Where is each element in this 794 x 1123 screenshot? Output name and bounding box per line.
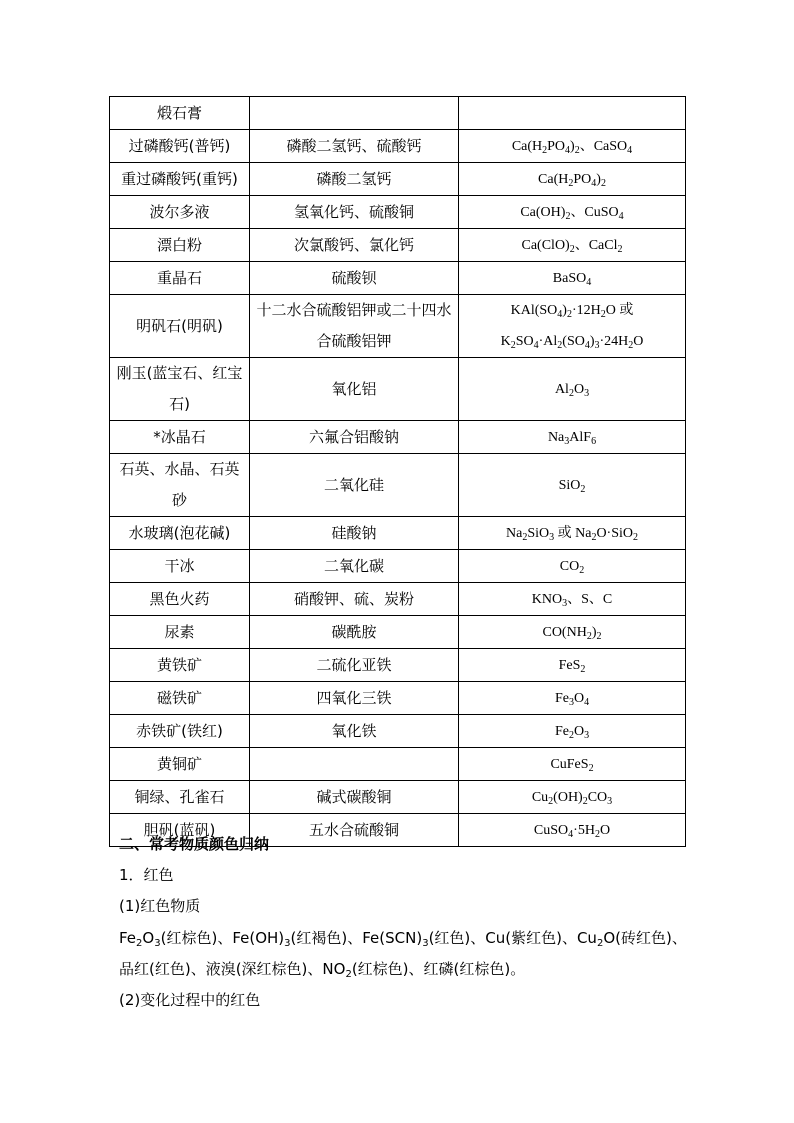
substance-name: 石英、水晶、石英砂 xyxy=(110,454,250,517)
substance-table xyxy=(109,96,686,847)
substance-component: 磷酸二氢钙、硫酸钙 xyxy=(250,130,459,163)
subsection-item: (1)红色物质 xyxy=(119,897,201,915)
substance-formula: BaSO$_4$ xyxy=(459,262,686,295)
table-row xyxy=(110,550,686,583)
substance-component: 氧化铁 xyxy=(250,715,459,748)
substance-name: 黑色火药 xyxy=(110,583,250,616)
subsection-item: (2)变化过程中的红色 xyxy=(119,991,261,1009)
substance-component: 二氧化碳 xyxy=(250,550,459,583)
table-row xyxy=(110,454,686,517)
table-row xyxy=(110,262,686,295)
substance-name: 胆矾(蓝矾) xyxy=(110,814,250,847)
table-row xyxy=(110,715,686,748)
substance-formula: $Na_3AlF_6$ xyxy=(459,421,686,454)
substance-component: 硫酸钡 xyxy=(250,262,459,295)
substance-component: 硅酸钠 xyxy=(250,517,459,550)
substance-formula: $Ca(H_2PO_4)_2$ xyxy=(459,163,686,196)
table-row xyxy=(110,163,686,196)
substance-name: 明矾石(明矾) xyxy=(110,295,250,358)
substance-formula xyxy=(459,97,686,130)
substance-component: 四氧化三铁 xyxy=(250,682,459,715)
substance-name: 水玻璃(泡花碱) xyxy=(110,517,250,550)
substance-name: 尿素 xyxy=(110,616,250,649)
substance-formula: $Ca(ClO)_2$、CaCl$_2$ xyxy=(459,229,686,262)
substance-component: 磷酸二氢钙 xyxy=(250,163,459,196)
substance-name: 波尔多液 xyxy=(110,196,250,229)
substance-name: 赤铁矿(铁红) xyxy=(110,715,250,748)
substance-formula: $Fe_3O_4$ xyxy=(459,682,686,715)
paragraph-line: $Fe_2O_3$(红棕色)、$Fe(OH)_3$(红褐色)、$Fe(SCN)_3$(红色)、Cu(紫红色)、$Cu_2O$(砖红色)、 xyxy=(119,929,687,949)
substance-formula: $Ca(H_2PO_4)_2$、CaSO$_4$ xyxy=(459,130,686,163)
substance-component: 次氯酸钙、氯化钙 xyxy=(250,229,459,262)
table-row xyxy=(110,295,686,358)
table-row xyxy=(110,130,686,163)
substance-formula: CuFeS$_2$ xyxy=(459,748,686,781)
substance-formula: SiO$_2$ xyxy=(459,454,686,517)
subsection-title: 1．红色 xyxy=(119,866,174,884)
substance-formula: $CuSO_4\cdot 5H_2O$ xyxy=(459,814,686,847)
substance-component: 五水合硫酸铜 xyxy=(250,814,459,847)
substance-formula: $CO(NH_2)_2$ xyxy=(459,616,686,649)
table-row xyxy=(110,196,686,229)
table-row xyxy=(110,748,686,781)
substance-formula: $CO_2$ xyxy=(459,550,686,583)
table-row xyxy=(110,583,686,616)
substance-component xyxy=(250,748,459,781)
table-row xyxy=(110,682,686,715)
table-row xyxy=(110,517,686,550)
table-row xyxy=(110,229,686,262)
substance-component: 六氟合铝酸钠 xyxy=(250,421,459,454)
substance-component: 氢氧化钙、硫酸铜 xyxy=(250,196,459,229)
substance-name: 重晶石 xyxy=(110,262,250,295)
substance-formula: FeS$_2$ xyxy=(459,649,686,682)
substance-formula: $Na_2SiO_3$ 或 $Na_2O\cdot SiO_2$ xyxy=(459,517,686,550)
substance-name: 刚玉(蓝宝石、红宝石) xyxy=(110,358,250,421)
substance-formula: $KNO_3$、S、C xyxy=(459,583,686,616)
substance-name: 磁铁矿 xyxy=(110,682,250,715)
substance-component xyxy=(250,97,459,130)
substance-name: *冰晶石 xyxy=(110,421,250,454)
substance-formula: $Al_2O_3$ xyxy=(459,358,686,421)
substance-name: 黄铜矿 xyxy=(110,748,250,781)
substance-component: 硝酸钾、硫、炭粉 xyxy=(250,583,459,616)
table-row xyxy=(110,358,686,421)
section-heading: 二、常考物质颜色归纳 xyxy=(119,835,270,853)
paragraph-line: 品红(红色)、液溴(深红棕色)、$NO_2$(红棕色)、红磷(红棕色)。 xyxy=(119,960,526,980)
table-row xyxy=(110,649,686,682)
substance-formula: $Ca(OH)_2$、CuSO$_4$ xyxy=(459,196,686,229)
substance-component: 二氧化硅 xyxy=(250,454,459,517)
table-row xyxy=(110,781,686,814)
substance-component: 碳酰胺 xyxy=(250,616,459,649)
substance-name: 煅石膏 xyxy=(110,97,250,130)
table-row xyxy=(110,421,686,454)
substance-formula: $KAl(SO_4)_2\cdot 12H_2O$ 或 $K_2SO_4\cdot Al_2(SO_4)_3\cdot 24H_2O$ xyxy=(459,295,686,358)
substance-name: 过磷酸钙(普钙) xyxy=(110,130,250,163)
substance-name: 重过磷酸钙(重钙) xyxy=(110,163,250,196)
substance-component: 氧化铝 xyxy=(250,358,459,421)
table-row xyxy=(110,97,686,130)
substance-name: 干冰 xyxy=(110,550,250,583)
substance-name: 漂白粉 xyxy=(110,229,250,262)
substance-name: 铜绿、孔雀石 xyxy=(110,781,250,814)
substance-component: 碱式碳酸铜 xyxy=(250,781,459,814)
substance-component: 二硫化亚铁 xyxy=(250,649,459,682)
substance-formula: $Cu_2(OH)_2CO_3$ xyxy=(459,781,686,814)
substance-name: 黄铁矿 xyxy=(110,649,250,682)
table-row xyxy=(110,616,686,649)
substance-formula: $Fe_2O_3$ xyxy=(459,715,686,748)
substance-component: 十二水合硫酸铝钾或二十四水合硫酸铝钾 xyxy=(250,295,459,358)
